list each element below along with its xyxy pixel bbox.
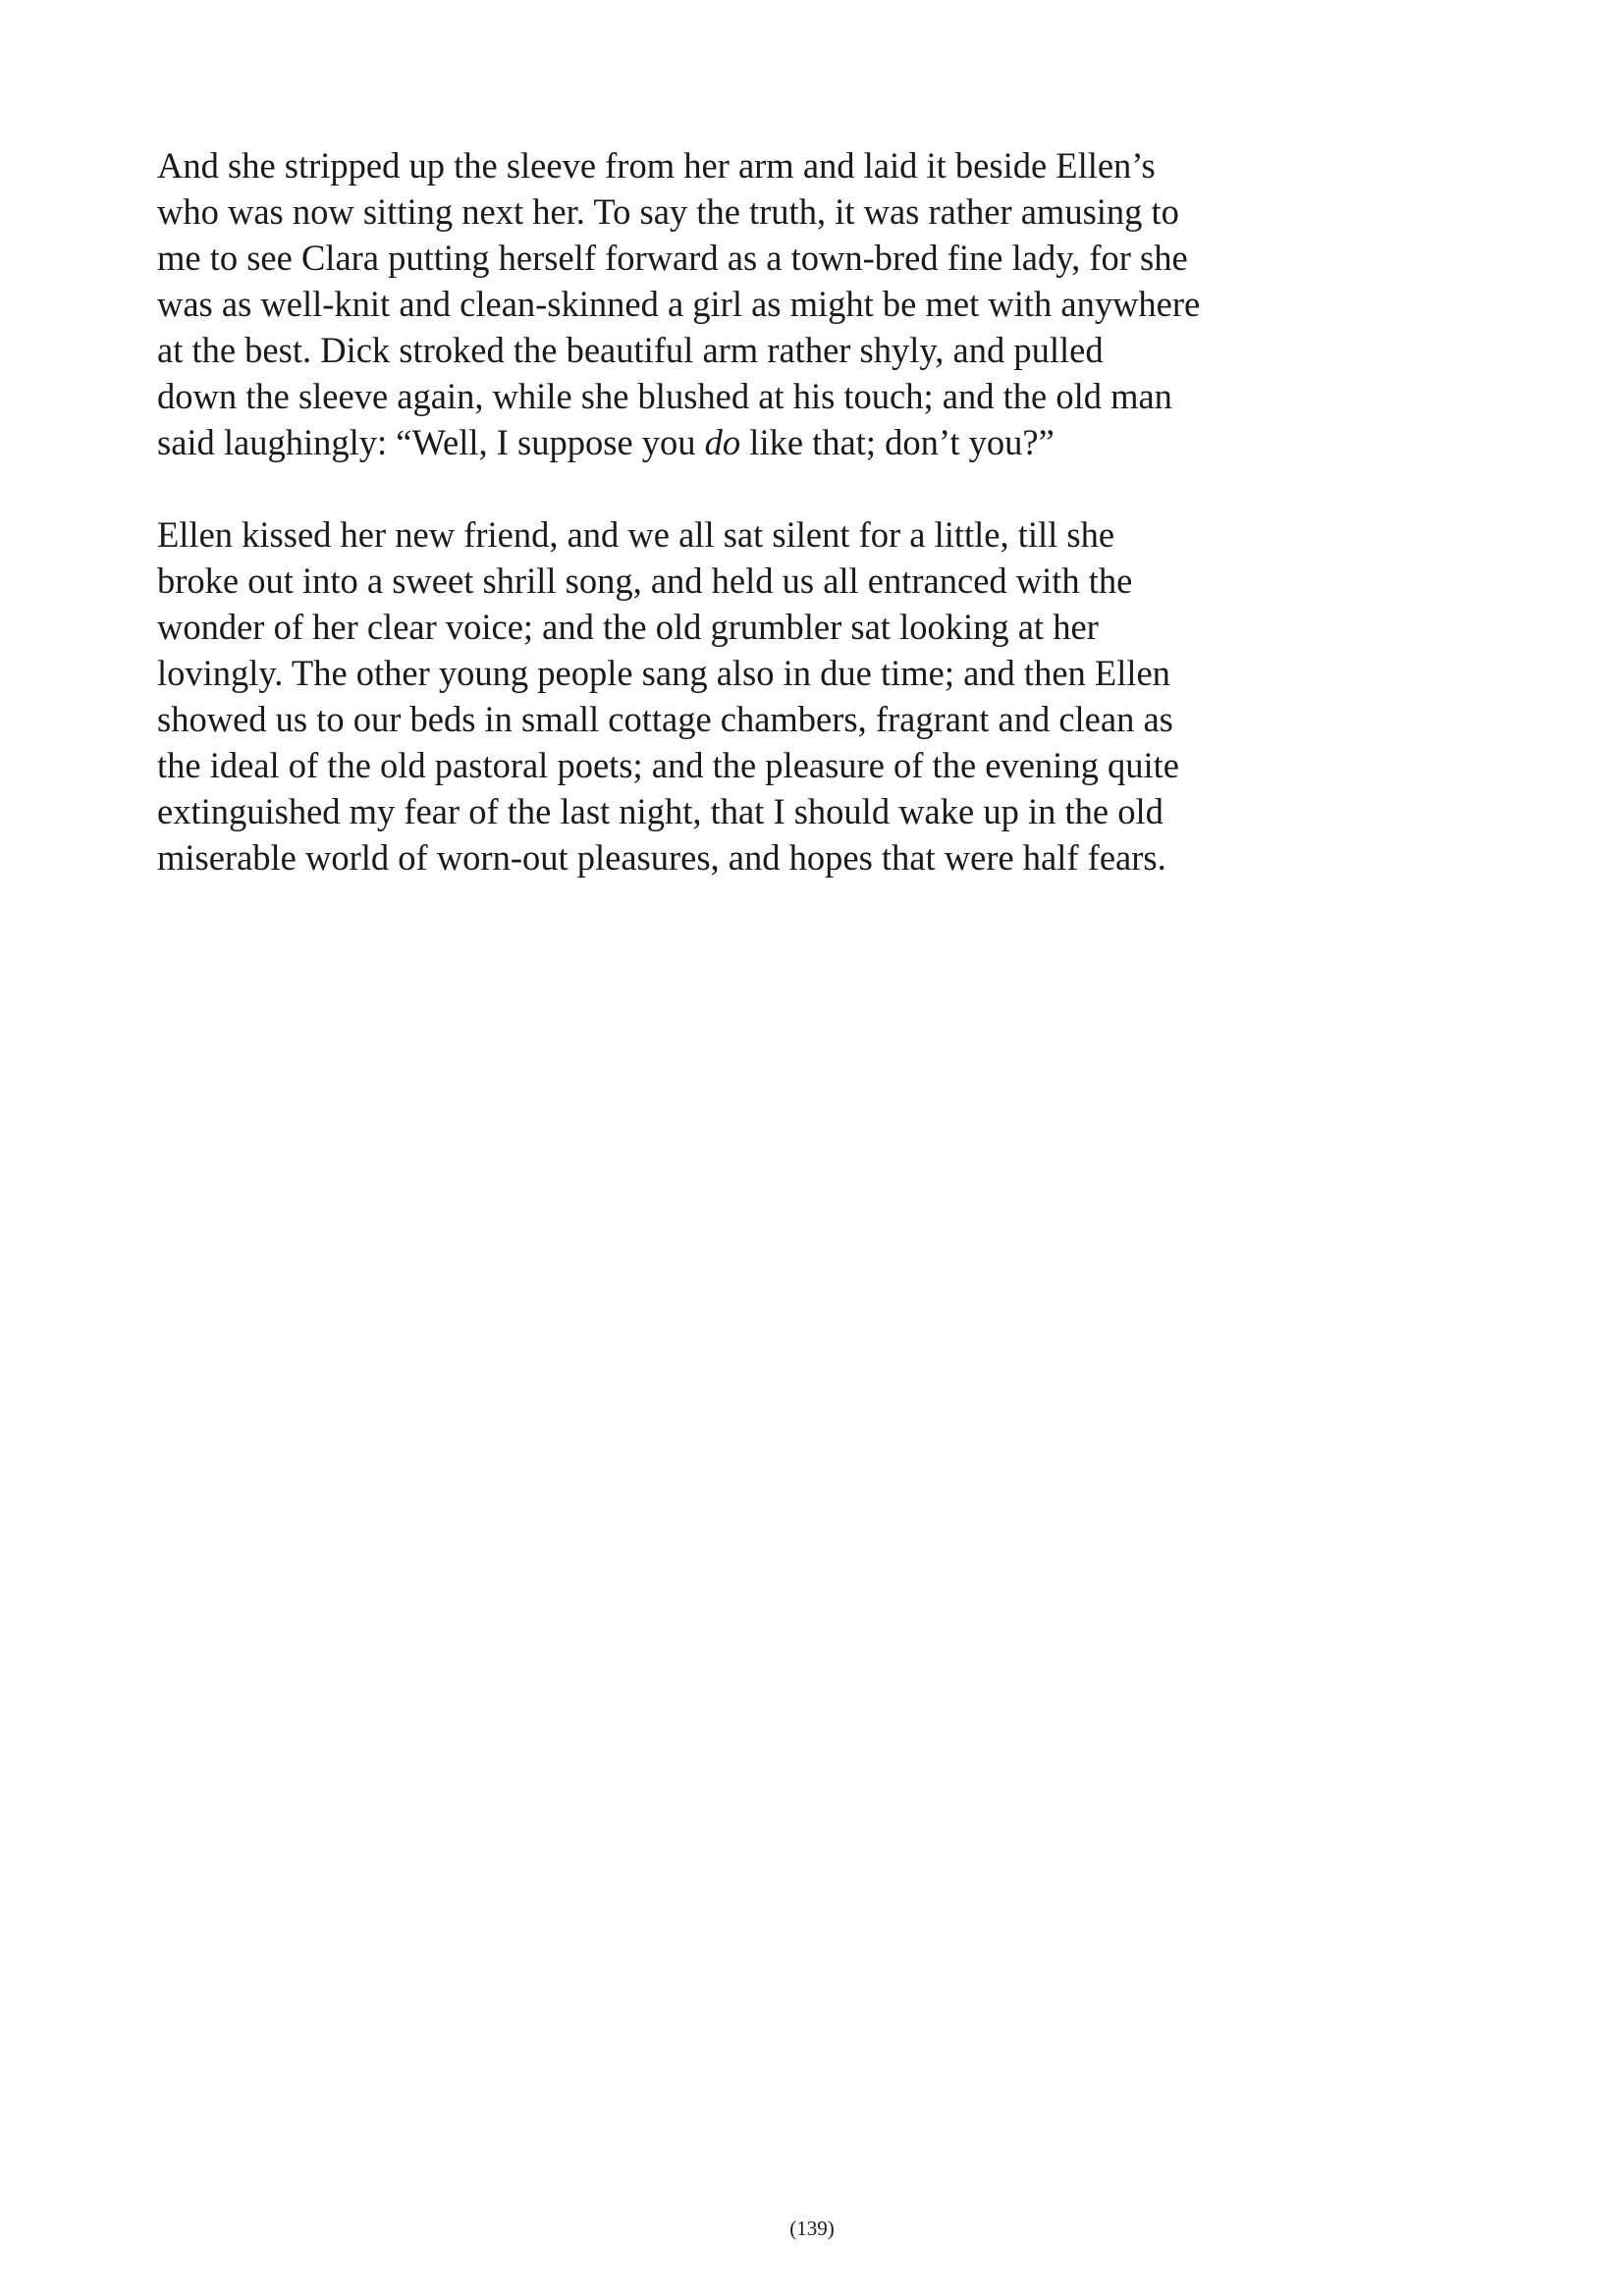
text-line: miserable world of worn-out pleasures, and hopes that were half fears. bbox=[157, 837, 1166, 878]
text-line: down the sleeve again, while she blushed at his touch; and the old man bbox=[157, 376, 1172, 416]
text-run: like that; don’t you?” bbox=[740, 422, 1055, 462]
text-line: extinguished my fear of the last night, that I should wake up in the old bbox=[157, 791, 1164, 831]
text-line bbox=[157, 419, 1316, 465]
body-text bbox=[157, 142, 1316, 927]
text-line: wonder of her clear voice; and the old grumbler sat looking at her bbox=[157, 607, 1099, 647]
text-line: who was now sitting next her. To say the truth, it was rather amusing to bbox=[157, 191, 1179, 232]
text-line: Ellen kissed her new friend, and we all sat silent for a little, till she bbox=[157, 514, 1115, 555]
italic-emphasis: do bbox=[704, 422, 741, 462]
paragraph-2 bbox=[157, 511, 1316, 881]
text-line: was as well-knit and clean-skinned a girl as might be met with anywhere bbox=[157, 284, 1201, 324]
text-line: broke out into a sweet shrill song, and held us all entranced with the bbox=[157, 561, 1133, 601]
text-line: me to see Clara putting herself forward as a town-bred fine lady, for she bbox=[157, 238, 1188, 278]
paragraph-1 bbox=[157, 142, 1316, 465]
text-line: the ideal of the old pastoral poets; and the pleasure of the evening quite bbox=[157, 745, 1179, 785]
text-line: lovingly. The other young people sang also in due time; and then Ellen bbox=[157, 653, 1170, 693]
text-run: said laughingly: “Well, I suppose you bbox=[157, 422, 705, 462]
text-line: at the best. Dick stroked the beautiful arm rather shyly, and pulled bbox=[157, 330, 1104, 370]
text-line: showed us to our beds in small cottage chambers, fragrant and clean as bbox=[157, 699, 1173, 739]
page-number: (139) bbox=[789, 2216, 835, 2240]
text-line: And she stripped up the sleeve from her arm and laid it beside Ellen’s bbox=[157, 145, 1156, 186]
